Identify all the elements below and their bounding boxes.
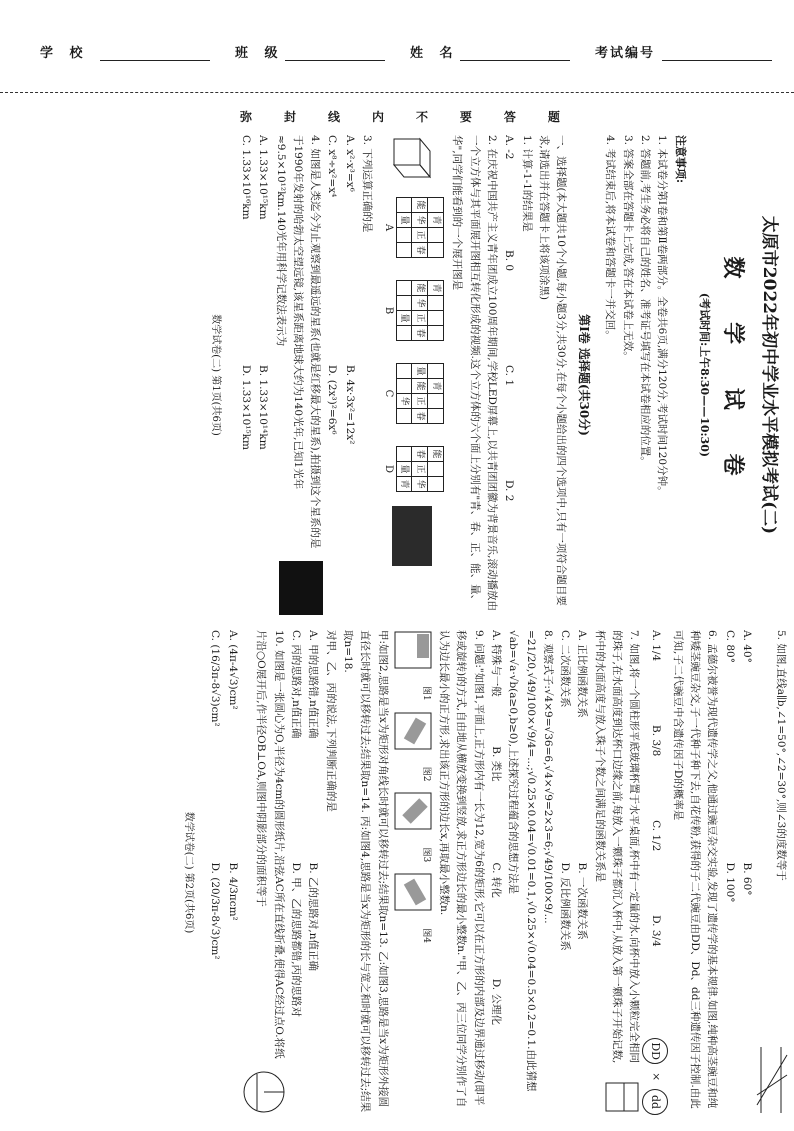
notice-heading: 注意事项:	[673, 135, 687, 184]
option: A. 1.33×10¹⁵km	[257, 135, 270, 220]
option: C. (16/3π-8√3)cm²	[209, 630, 222, 727]
square-fig-3	[393, 791, 433, 837]
option: A. -2	[503, 135, 516, 160]
net-label: A	[382, 223, 394, 232]
question-5-options	[738, 630, 755, 1115]
option: A. 40°	[741, 630, 753, 663]
option: B. 1.33×10¹⁴km	[257, 365, 270, 450]
question-6-options	[647, 630, 664, 1030]
question-7-options	[556, 630, 573, 1115]
glass-cup-figure	[602, 1079, 642, 1115]
class-field[interactable]	[285, 60, 385, 61]
page-one	[19, 135, 789, 615]
seal-dashed-line	[0, 92, 794, 93]
question-9-prompt: 对甲、乙、丙的说法,下列判断正确的是	[324, 630, 337, 812]
question-7: 7. 如图,将一个圆柱形平底玻璃杯置于水平桌面,杯中有一定量的水.向杯中放入小颗粒完全相同的珠子,在水面高度到达杯口边缘之前,每放入一颗珠子都沉入杯中,从放入第一颗珠子开始记数,杯中的水面高度与放入珠子个数之间满足的函数关系是	[593, 630, 641, 1064]
exam-time: (考试时间:上午8:30——10:30)	[697, 292, 711, 458]
question-5-block	[755, 630, 789, 1115]
question-6: 6. 孟德尔被誉为现代遗传学之父,他通过豌豆杂交实验,发现了遗传学的基本规律.如图,纯种高茎豌豆和纯种矮茎豌豆杂交,子一代种子种下去,自花传粉,获得的子二代豌豆由DD、Dd、dd三种遗传因子控制.由此可知,子二代豌豆中含遗传因子D的概率是	[671, 630, 719, 1109]
page-footer: 数学试卷(二) 第2页(共6页)	[183, 811, 195, 934]
option: D. (2x³)²=6x⁶	[326, 365, 339, 435]
net-option-d: 能 春 正 华 量 青 D	[379, 446, 444, 492]
net-option-b: 青 能 华 正 春 量 B	[379, 280, 444, 341]
cube-figure	[390, 135, 434, 183]
option: B. 3/8	[650, 725, 663, 757]
square-fig-4	[393, 872, 433, 918]
option: D. 甲、乙的思路都错,丙的思路对	[290, 862, 303, 1018]
net-option-a: 青 能 华 正 春 量 A	[379, 197, 444, 258]
dd-lower-circle: dd	[642, 1089, 668, 1115]
option: D. 2	[503, 480, 516, 502]
cross-icon: ×	[650, 1072, 663, 1081]
option: D. 100°	[723, 862, 736, 903]
question-1: 1. 计算-1-1的结果是	[520, 135, 533, 232]
net-label: C	[382, 389, 394, 398]
question-7-options	[573, 630, 590, 1115]
question-4-options	[237, 135, 254, 615]
section-instructions: 一、选择题(本大题共10个小题,每小题3分,共30分.在每个小题给出的四个选项中,只有一项符合题目要求,请选出并在答题卡上将该项涂黑)	[538, 135, 568, 606]
option: A. 特殊与一般	[489, 630, 502, 697]
name-label: 姓 名	[410, 46, 459, 61]
question-9-options	[287, 630, 304, 1115]
notice-item: 1. 本试卷分第Ⅰ卷和第Ⅱ卷两部分。全卷共6页,满分120分,考试时间120分钟。	[656, 135, 669, 497]
circle-fold-figure	[241, 1069, 287, 1115]
question-4-options	[254, 135, 271, 615]
dd-circle: DD	[642, 1038, 668, 1064]
option: D. 1.33×10¹⁵km	[239, 365, 252, 450]
exam-number-field[interactable]	[662, 60, 772, 61]
question-8: 8. 观察式子:√4×9=√36=6,√4×√9=2×3=6;√49/100×9/... =21/20,√49/100×√9/4=...;√0.25×0.04=√0.01=0.1,√0.25×√0.04=0.5×0.2=0.1.由此猜想√ab=√a·√b(a≥0,b≥0),上述探究过程蕴含的思想方法是	[507, 630, 554, 1092]
net-option-c: 青 量 能 正 春 华 C	[379, 363, 444, 424]
question-5: 5. 如图,直线a∥b,∠1=50°,∠2=30°,则∠3的度数等于	[775, 630, 787, 881]
question-9: 9. 问题:"如图1,平面上,正方形内有一长为12,宽为6的矩形,它可以在正方形的内部及边界通过移动(即平移或旋转)的方式,自由地从横放变换到竖放,求正方形边长的最小整数n."甲、乙、丙三位同学分别作了自认为边长最小的正方形,求出该正方形的边长x,再取最小整数n.	[438, 630, 485, 1108]
seal-char: 题	[547, 110, 560, 124]
figure-label: 图1	[420, 686, 431, 701]
question-9-options	[304, 630, 321, 1115]
question-6-options-row	[642, 630, 668, 1115]
question-5-options	[720, 630, 737, 1115]
seal-char: 不	[415, 110, 428, 124]
section-heading: 第Ⅰ卷 选择题(共30分)	[577, 314, 592, 436]
question-10: 10. 如图是一张圆心为O,半径为4cm的圆形纸片,沿弦AC所在直线折叠,使得AC经过点O.将纸片沿○O展开后,作半径OB⊥OA,则图中阴影部分的面积等于	[255, 630, 285, 1059]
option: B. 类比	[489, 746, 502, 782]
question-3: 3. 下列运算正确的是	[361, 135, 374, 233]
square-fig-1	[393, 630, 433, 676]
parallel-lines-figure	[755, 1045, 789, 1115]
option: A. 甲的思路错,n值正确	[307, 630, 320, 739]
option: A. x²·x³=x⁶	[343, 135, 356, 192]
exam-number-label: 考试编号	[595, 46, 656, 61]
option: C. 二次函数关系	[559, 630, 572, 708]
seal-char: 要	[459, 110, 472, 124]
binding-header	[0, 0, 794, 124]
class-label: 班 级	[235, 46, 284, 61]
question-2: 2. 在庆祝中国共产主义青年团成立100周年期间,学校LED屏幕上,以共青团团徽为背景音乐,滚动播放由一个立方体与其平面展开图相互转化形成的视频.这个立方体的六个面上分别有"青、春、正、能、量、华",同学们能看到的一个展开图是	[451, 135, 499, 611]
option: B. 60°	[741, 862, 753, 896]
seal-char: 线	[327, 110, 340, 124]
page-footer: 数学试卷(二) 第1页(共6页)	[209, 314, 221, 436]
page-two	[19, 630, 789, 1115]
question-9-figures	[393, 630, 433, 1115]
option: A. 正比例函数关系	[576, 630, 589, 718]
option: B. 一次函数关系	[576, 862, 589, 940]
question-1-options	[500, 135, 517, 615]
option: D. 反比例函数关系	[559, 862, 572, 951]
option: C. 1/2	[650, 820, 663, 852]
figure-label: 图3	[420, 847, 431, 863]
notice-item: 4. 考试结束后,将本试卷和答题卡一并交回。	[604, 135, 617, 341]
question-2-figures	[379, 135, 444, 615]
seal-char: 封	[283, 110, 296, 124]
school-field[interactable]	[100, 60, 210, 61]
figure-label: 图4	[420, 928, 431, 943]
option: C. x⁸÷x²=x⁴	[326, 135, 339, 198]
galaxy-photo	[279, 561, 323, 615]
option: B. 0	[503, 250, 516, 272]
school-label: 学 校	[40, 46, 89, 61]
question-7-block	[591, 630, 643, 1115]
figure-label: 图2	[420, 766, 431, 782]
question-10-options	[206, 630, 223, 1115]
question-4-block	[271, 135, 323, 615]
exam-title: 太原市2022年初中学业水平模拟考试(二)	[759, 215, 779, 535]
square-fig-2	[393, 711, 433, 757]
net-label: D	[382, 464, 394, 474]
option: A. (4π-4√3)cm²	[226, 630, 239, 710]
question-8-options	[487, 630, 504, 1115]
option: D. (20/3π-8√3)cm²	[209, 862, 222, 960]
seal-char: 答	[503, 110, 516, 124]
name-field[interactable]	[460, 60, 570, 61]
question-9-details: 甲:如图2,思路是当x为矩形对角线长时就可以移转过去;结果取n=13. 乙:如图3,思路是当x为矩形外接圆直径长时就可以移转过去;结果取n=14. 丙:如图4,思路是当x为矩形的长与宽之和时就可以移转过去;结果取n=18.	[342, 630, 389, 1113]
question-3-options	[323, 135, 340, 615]
option: D. 公理化	[489, 978, 502, 1025]
notice-item: 3. 答案全部在答题卡上完成,答在本试卷上无效。	[621, 135, 634, 362]
question-10-options	[224, 630, 241, 1115]
seal-char: 内	[371, 110, 384, 124]
question-10-block	[241, 630, 287, 1115]
option: C. 丙的思路对,n值正确	[290, 630, 303, 739]
led-screen-photo	[392, 506, 432, 566]
option: C. 1.33×10¹⁶km	[239, 135, 252, 220]
option: D. 3/4	[650, 915, 663, 947]
option: A. 1/4	[650, 630, 663, 662]
option: B. 4/3πcm²	[226, 862, 239, 921]
question-4: 4. 如图是人类迄今为止观察到最遥远的星系(也就是红移最大的星系),拍摄到这个星系的是于1990年发射的哈勃太空望远镜,该星系距离地球大约为140光年,已知1光年≈9.5×10¹²km.140光年用科学记数法表示为	[274, 135, 322, 549]
option: B. 乙的思路对,n值正确	[307, 862, 320, 971]
option: B. 4x·3x²=12x²	[343, 365, 356, 445]
option: C. 转化	[489, 862, 502, 898]
question-3-options	[340, 135, 357, 615]
option: C. 1	[503, 365, 516, 387]
rotated-page	[5, 125, 789, 1125]
notice-item: 2. 答题前,考生务必将自己的姓名、准考证号填写在本试卷相应的位置。	[639, 135, 652, 467]
seal-warning	[240, 108, 560, 125]
exam-subject: 数 学 试 卷	[719, 256, 746, 494]
net-label: B	[382, 306, 394, 315]
seal-char: 弥	[240, 110, 253, 124]
option: C. 80°	[723, 630, 736, 663]
exam-page-area	[5, 125, 789, 1125]
